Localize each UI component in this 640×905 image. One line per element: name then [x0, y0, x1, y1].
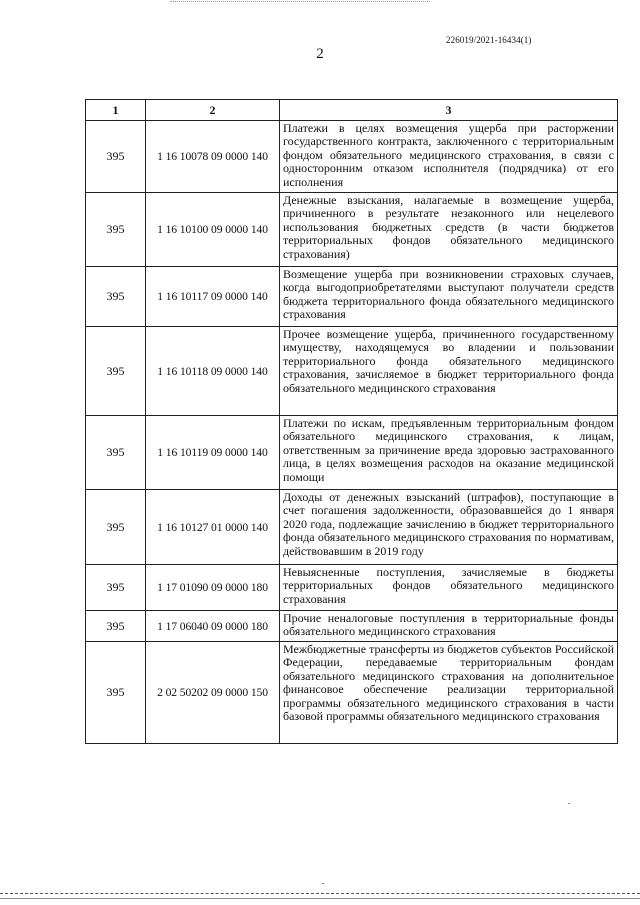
revenue-description-cell: Прочее возмещение ущерба, причиненного государственному имуществу, находящемуся во владении и пользовании территориального фонда обязательного медицинского страхования, зачисляемое в бюджет территориального фонда обязательного медицинского страхования [280, 327, 618, 416]
chapter-code-cell: 395 [86, 267, 146, 327]
document-registration-number: 226019/2021-16434(1) [446, 35, 532, 45]
chapter-code-cell: 395 [86, 642, 146, 744]
scan-speck [322, 883, 324, 884]
revenue-code-cell: 1 16 10127 01 0000 140 [146, 490, 280, 565]
table-row [86, 193, 618, 267]
column-header-3: 3 [280, 100, 618, 121]
revenue-description-cell: Платежи в целях возмещения ущерба при расторжении государственного контракта, заключенного с территориальным фондом обязательного медицинского страхования, в связи с односторонним отказом исполнителя (подрядчика) от его исполнения [280, 121, 618, 193]
revenue-code-cell: 1 17 01090 09 0000 180 [146, 565, 280, 611]
table-row [86, 121, 618, 193]
table-row [86, 611, 618, 642]
scan-bottom-rule [0, 893, 640, 894]
table-row [86, 565, 618, 611]
chapter-code-cell: 395 [86, 193, 146, 267]
scan-bottom-rule [0, 898, 640, 899]
column-header-2: 2 [146, 100, 280, 121]
revenue-codes-table [85, 99, 618, 744]
revenue-description-cell: Доходы от денежных взысканий (штрафов), поступающие в счет погашения задолженности, образовавшейся до 1 января 2020 года, подлежащие зачислению в бюджет территориального фонда обязательного медицинского страхования по нормативам, действовавшим в 2019 году [280, 490, 618, 565]
chapter-code-cell: 395 [86, 565, 146, 611]
page-number: 2 [316, 46, 324, 62]
revenue-code-cell: 1 16 10078 09 0000 140 [146, 121, 280, 193]
column-header-1: 1 [86, 100, 146, 121]
chapter-code-cell: 395 [86, 416, 146, 490]
revenue-description-cell: Возмещение ущерба при возникновении страховых случаев, когда выгодоприобретателями выступают получатели средств бюджета территориального фонда обязательного медицинского страхования [280, 267, 618, 327]
table-row [86, 267, 618, 327]
revenue-code-cell: 1 16 10100 09 0000 140 [146, 193, 280, 267]
chapter-code-cell: 395 [86, 490, 146, 565]
revenue-code-cell: 1 16 10118 09 0000 140 [146, 327, 280, 416]
revenue-code-cell: 1 16 10117 09 0000 140 [146, 267, 280, 327]
table-row [86, 416, 618, 490]
revenue-description-cell: Денежные взыскания, налагаемые в возмещение ущерба, причиненного в результате незаконного или нецелевого использования бюджетных средств (в части бюджетов территориальных фондов обязательного медицинского страхования) [280, 193, 618, 267]
revenue-code-cell: 1 16 10119 09 0000 140 [146, 416, 280, 490]
revenue-description-cell: Межбюджетные трансферты из бюджетов субъектов Российской Федерации, передаваемые территориальным фондам обязательного медицинского страхования на дополнительное финансовое обеспечение реализации территориальной программы обязательного медицинского страхования в части базовой программы обязательного медицинского страхования [280, 642, 618, 744]
scan-top-border [170, 1, 430, 2]
table-row [86, 642, 618, 744]
table-header-row [86, 100, 618, 121]
revenue-code-cell: 1 17 06040 09 0000 180 [146, 611, 280, 642]
revenue-description-cell: Платежи по искам, предъявленным территориальным фондом обязательного медицинского страхования, к лицам, ответственным за причинение вреда здоровью застрахованного лица, в целях возмещения расходов на оказание медицинской помощи [280, 416, 618, 490]
chapter-code-cell: 395 [86, 327, 146, 416]
revenue-code-cell: 2 02 50202 09 0000 150 [146, 642, 280, 744]
table-row [86, 490, 618, 565]
revenue-description-cell: Прочие неналоговые поступления в территориальные фонды обязательного медицинского страхования [280, 611, 618, 642]
revenue-description-cell: Невыясненные поступления, зачисляемые в бюджеты территориальных фондов обязательного медицинского страхования [280, 565, 618, 611]
scan-speck [568, 803, 570, 804]
chapter-code-cell: 395 [86, 121, 146, 193]
table-row [86, 327, 618, 416]
chapter-code-cell: 395 [86, 611, 146, 642]
